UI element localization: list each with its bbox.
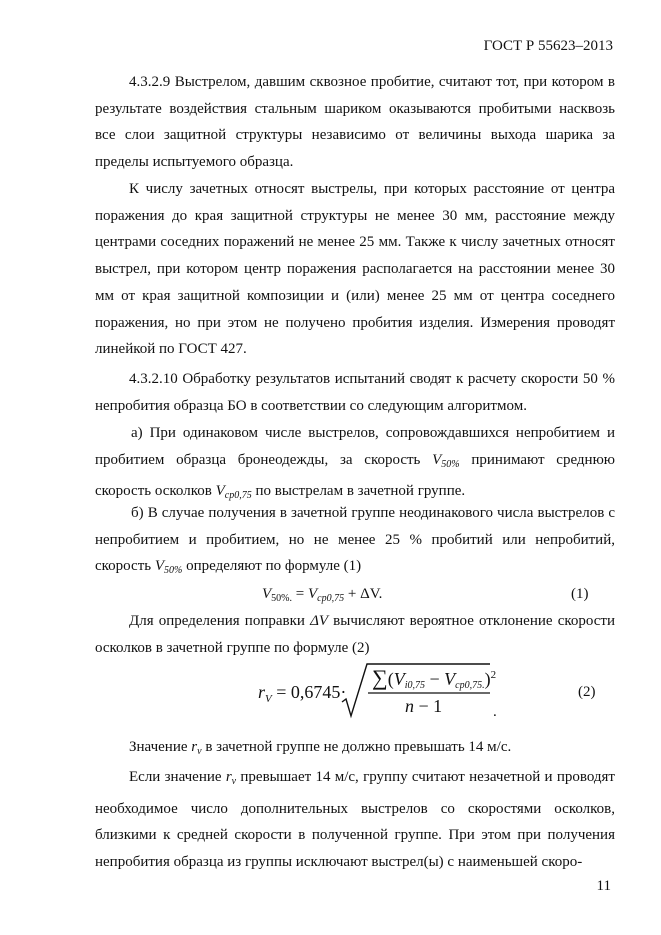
formula-1-expression: $V_{50\%.} = V_{ср0,75} + \Delta V$. [262,586,383,604]
paragraph-b-unequal-shots: б) В случае получения в зачетной группе неодинакового числа выстрелов с непробитием и пробитием, но не менее 25 % пробитий или непробитий, скорость $V_{50\%}$ определяют по формуле (1) [95,505,615,577]
formula-1-number: (1) [571,586,589,602]
paragraph-qualifying-shots: К числу зачетных относят выстрелы, при которых расстояние от центра поражения до края защитной структуры не менее 30 мм, расстояние между центрами соседних поражений не менее 25 мм. Также к числу зачетных относят выстрел, при котором центр поражения располагается на расстоянии менее 30 мм от края защитной композиции и (или) менее 25 мм от центра соседнего поражения, но при этом не получено пробития изделия. Измерения проводят линейкой по ГОСТ 427. [95,181,615,358]
formula-2-number: (2) [578,684,596,700]
formula-2-period: . [493,704,497,720]
paragraph-rv-exceeds: Если значение $r_v$ превышает 14 м/с, группу считают незачетной и проводят необходимое число дополнительных выстрелов со скоростями осколков, близкими к средней скорости в полученной группе. При этом при получения непробития образца из группы исключают выстрел(ы) с наименьшей скоро- [95,769,615,871]
square-root-sign [0,660,661,730]
formula-1 [0,586,661,610]
formula-2-denominator: n − 1 [405,696,443,716]
paragraph-4-3-2-9: 4.3.2.9 Выстрелом, давшим сквозное пробитие, считают тот, при котором в результате воздействия стальным шариком оказываются пробитыми насквозь все слои защитной структуры независимо от величины выхода шарика за пределы испытуемого образца. [95,74,615,171]
document-code-header: ГОСТ Р 55623–2013 [483,38,613,54]
paragraph-4-3-2-10: 4.3.2.10 Обработку результатов испытаний сводят к расчету скорости 50 % непробития образца БО в соответствии со следующим алгоритмом. [95,371,615,414]
formula-2-numerator: $\sum(V_{i0,75} - V_{ср0,75.})^2$ [372,665,497,691]
paragraph-rv-limit: Значение $r_v$ в зачетной группе не должно превышать 14 м/с. [129,739,512,757]
paragraph-delta-v: Для определения поправки ΔV вычисляют вероятное отклонение скорости осколков в зачетной группе по формуле (2) [95,613,615,656]
formula-2 [0,660,661,730]
page-number: 11 [596,878,611,894]
paragraph-a-equal-shots: а) При одинаковом числе выстрелов, сопровождавшихся непробитием и пробитием образца бронеодежды, за скорость $V_{50\%}$ принимают среднюю скорость осколков $V_{ср0,75}$ по выстрелам в зачетной группе. [95,425,615,502]
formula-2-lhs: $r_V = 0,6745\cdot$ [258,682,347,705]
